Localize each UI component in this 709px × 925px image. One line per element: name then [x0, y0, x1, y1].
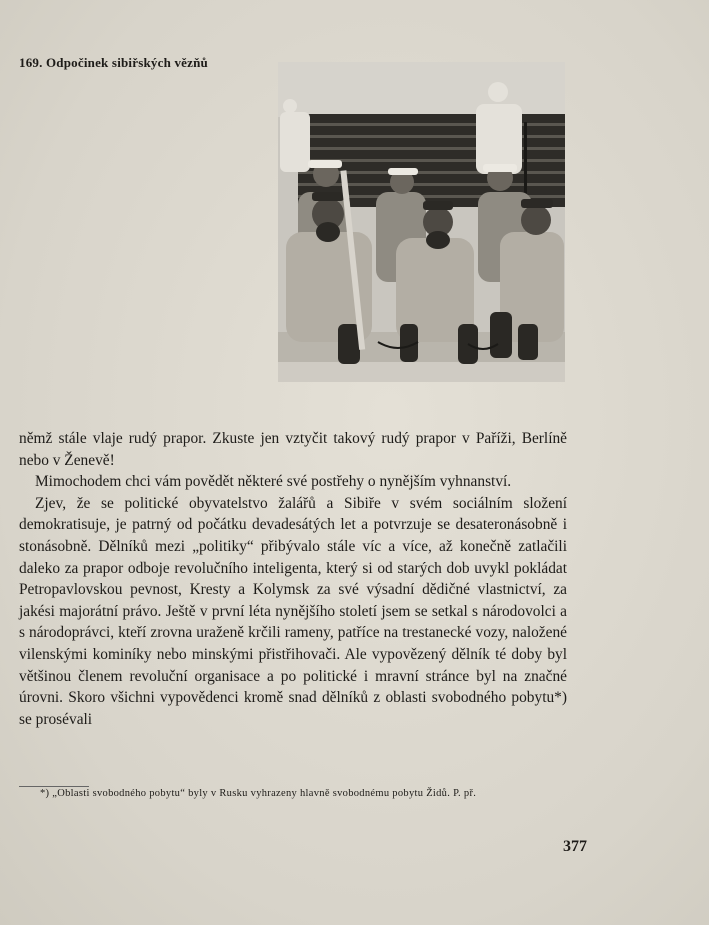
footnote: *) „Oblasti svobodného pobytu“ byly v Rusku vyhrazeny hlavně svobodnému pobytu Židů. P. př.: [40, 788, 477, 799]
body-text: [19, 428, 567, 730]
page-number: 377: [563, 838, 587, 855]
photograph-image: [278, 62, 565, 382]
paragraph: Mimochodem chci vám povědět některé své postřehy o nynějším vyhnanství.: [35, 473, 512, 491]
paragraph: němž stále vlaje rudý prapor. Zkuste jen vztyčit takový rudý prapor v Paříži, Berlíně nebo v Ženevě!: [19, 430, 567, 469]
figure-caption: 169. Odpočinek sibiřských vězňů: [19, 55, 208, 70]
footnote-divider: [19, 786, 89, 787]
prisoners-photograph: [278, 62, 565, 382]
paragraph: Zjev, že se politické obyvatelstvo žalářů a Sibiře v svém sociálním složení demokratisuje, je patrný od počátku devadesátých let a potvrzuje se desateronásobně i stonásobně. Dělníků mezi „politiky“ přibývalo stále víc a více, až konečně zatlačili daleko za prapor odboje revolučního inteligenta, který si od starých dob uvykl pokládat Petropavlovskou pevnost, Kresty a Kolymsk za své výsadní dědičné vlastnictví, za jakési majorátní právo. Ještě v první léta nynějšího století jsem se setkal s národovolci a s národoprávci, kteří zrovna uraženě krčili rameny, patříce na trestanecké vozy, naložené vilenskými kominíky nebo minskými přistřihovači. Ale vypovězený dělník té doby byl většinou členem revoluční organisace a po politické i mravní stránce byl na značné úrovni. Skoro všichni vypovědenci kromě snad dělníků z oblasti svobodného pobytu*) se prosévali: [19, 494, 567, 728]
